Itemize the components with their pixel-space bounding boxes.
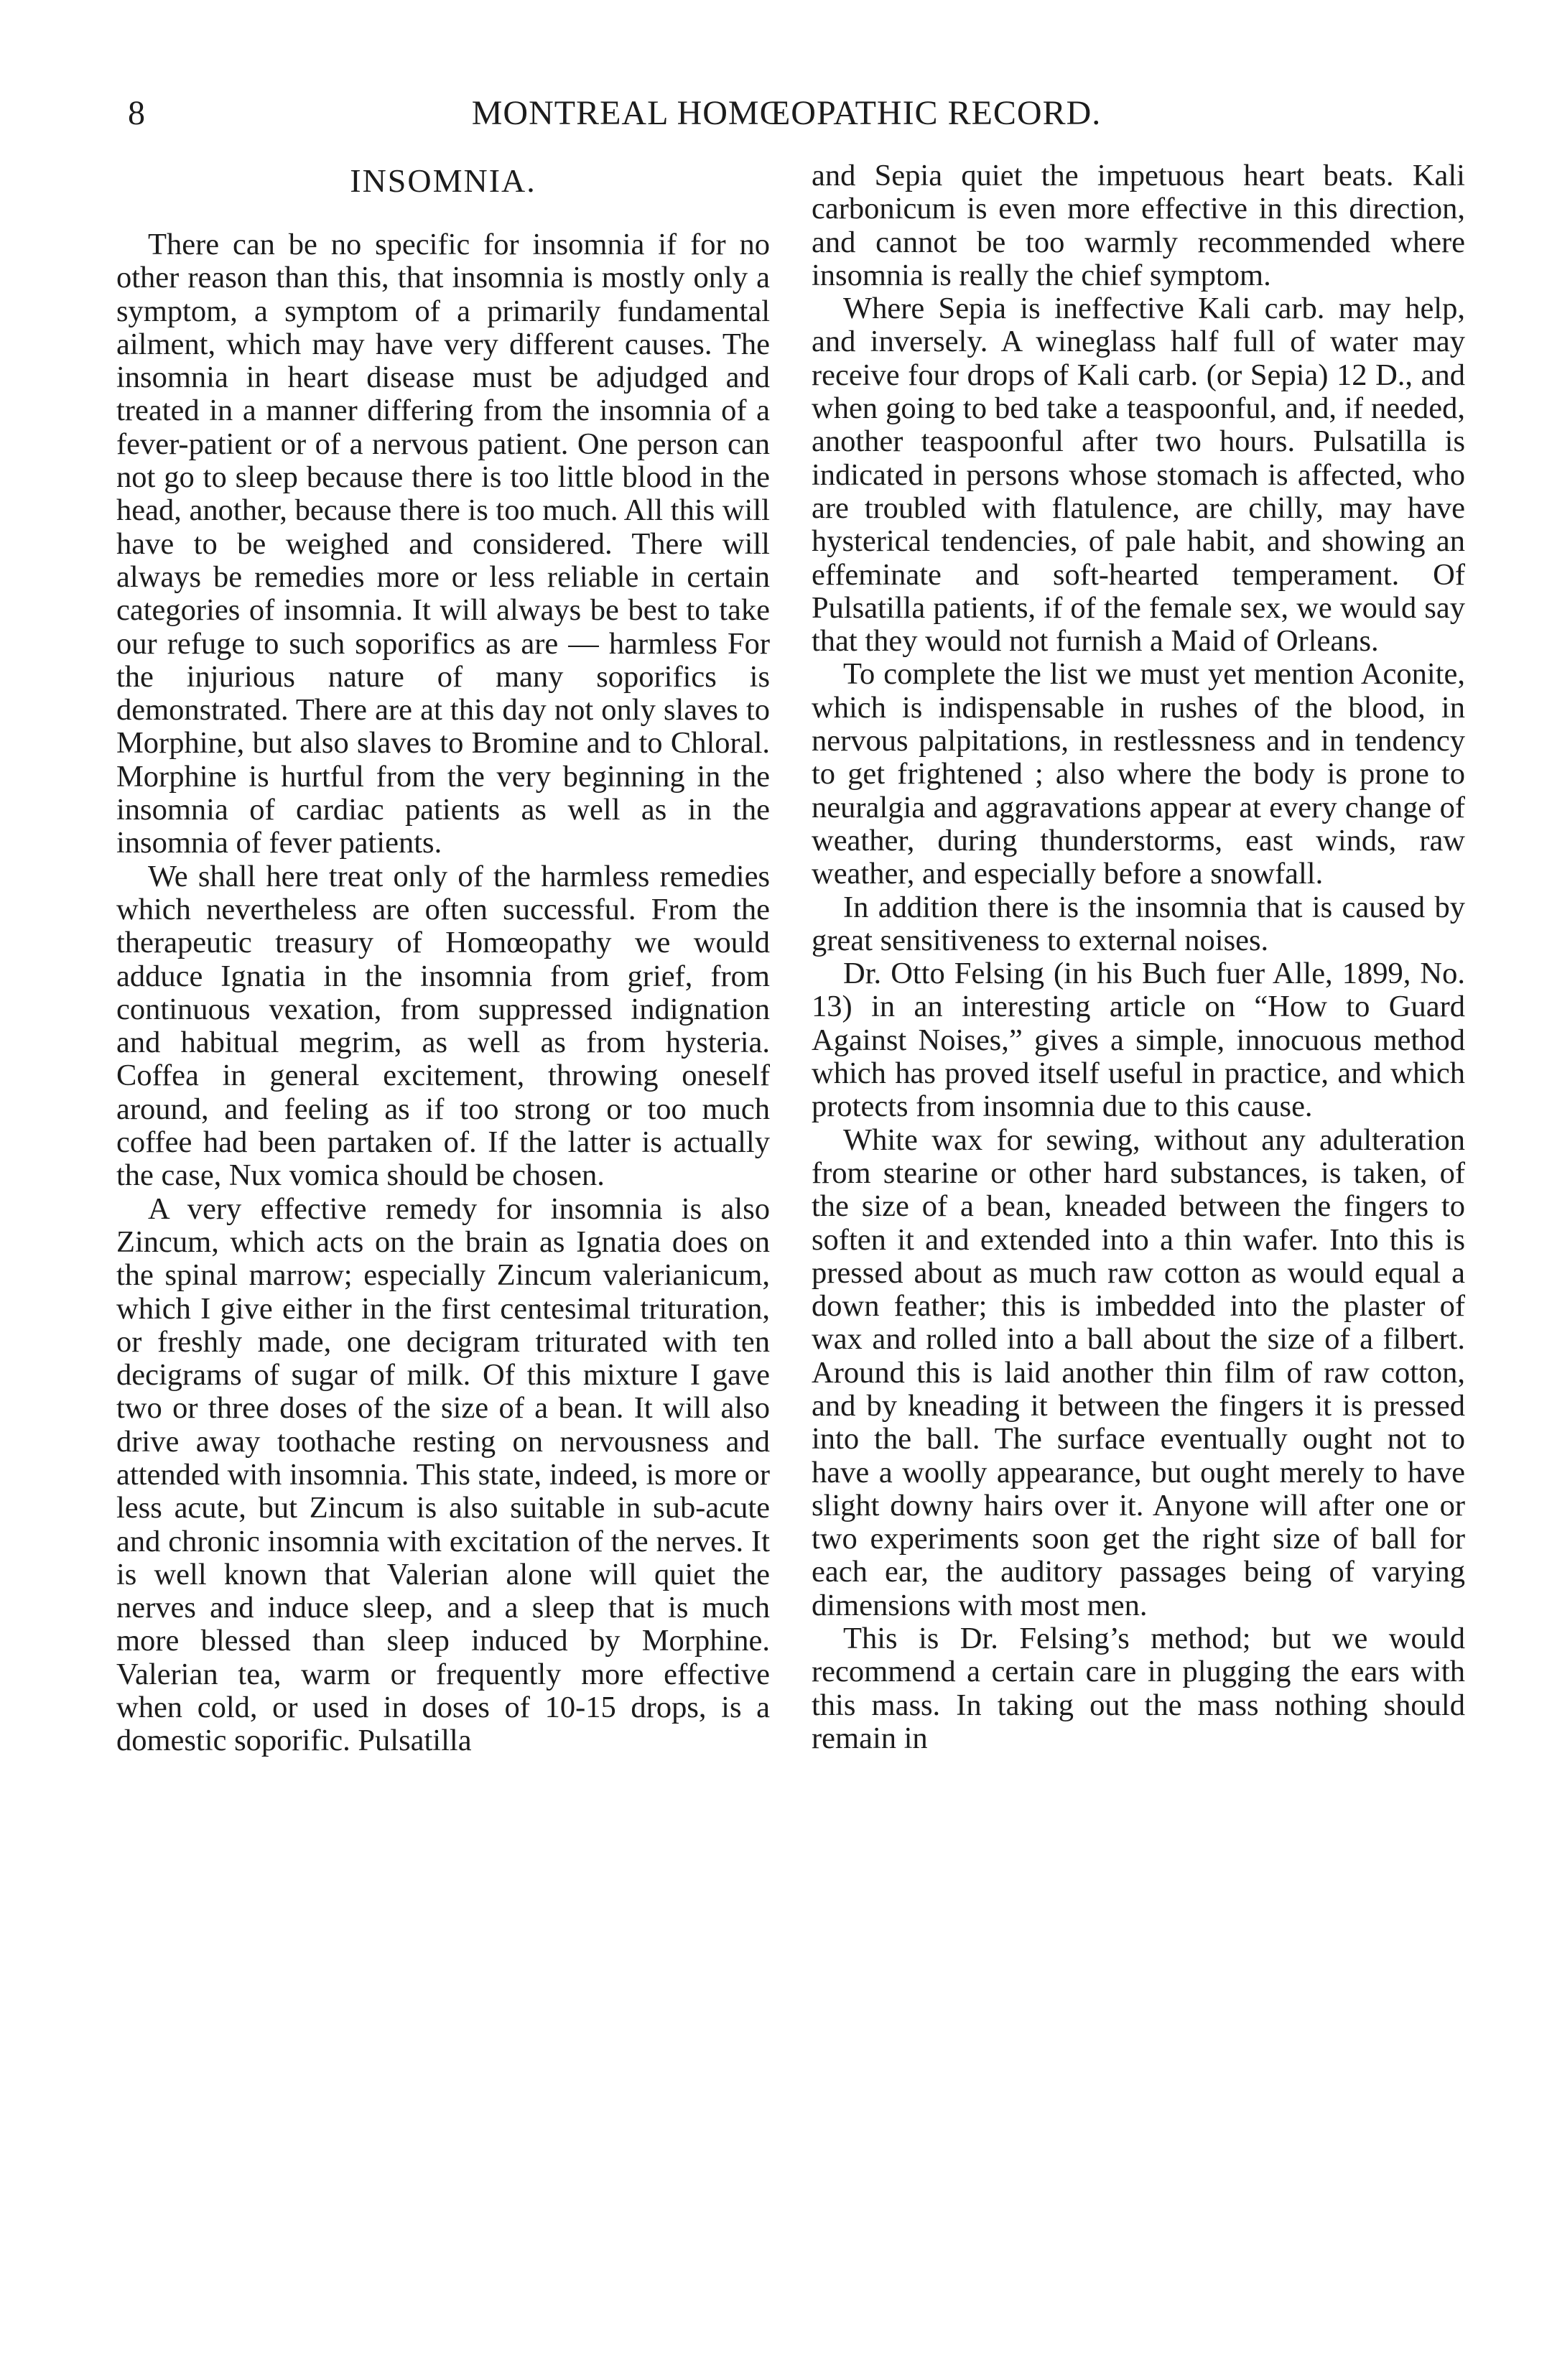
- paragraph: In addition there is the insomnia that is caused by great sensitiveness to external noises.: [812, 890, 1465, 957]
- paragraph: We shall here treat only of the harmless remedies which nevertheless are often successful. From the therapeutic treasury of Homœopathy we would adduce Ignatia in the insomnia from grief, from continuous vexation, from suppressed indignation and habitual megrim, as well as from hysteria. Coffea in general excitement, throwing oneself around, and feeling as if too strong or too much coffee had been partaken of. If the latter is actually the case, Nux vomica should be chosen.: [116, 859, 770, 1193]
- article-title: INSOMNIA.: [350, 162, 536, 199]
- paragraph: Where Sepia is ineffective Kali carb. may help, and inversely. A wineglass half full of water may receive four drops of Kali carb. (or Sepia) 12 D., and when going to bed take a teaspoonful, and, if needed, another teaspoonful after two hours. Pulsatilla is indicated in persons whose stomach is affected, who are troubled with flatulence, are chilly, may have hysterical tendencies, of pale habit, and showing an effeminate and soft-hearted temperament. Of Pulsatilla patients, if of the female sex, we would say that they would not furnish a Maid of Orleans.: [812, 292, 1465, 659]
- paragraph: To complete the list we must yet mention Aconite, which is indispensable in rushes of the blood, in nervous palpitations, in restlessness and in tendency to get frightened ; also where the body is prone to neuralgia and aggravations appear at every change of weather, during thunderstorms, east winds, raw weather, and especially before a snowfall.: [812, 657, 1465, 891]
- page-header: [115, 92, 1458, 144]
- paragraph-continuation: and Sepia quiet the impetuous heart beats. Kali carbonicum is even more effective in this direction, and cannot be too warmly recommended where insomnia is really the chief symptom.: [812, 159, 1465, 292]
- paragraph: A very effective remedy for insomnia is also Zincum, which acts on the brain as Ignatia does on the spinal marrow; especially Zincum valerianicum, which I give either in the first centesimal trituration, or freshly made, one decigram triturated with ten decigrams of sugar of milk. Of this mixture I gave two or three doses of the size of a bean. It will also drive away toothache resting on nervousness and attended with insomnia. This state, indeed, is more or less acute, but Zincum is also suitable in sub-acute and chronic insomnia with excitation of the nerves. It is well known that Valerian alone will quiet the nerves and induce sleep, and a sleep that is much more blessed than sleep induced by Morphine. Valerian tea, warm or frequently more effective when cold, or used in doses of 10-15 drops, is a domestic soporific. Pulsatilla: [116, 1191, 770, 1758]
- paragraph: This is Dr. Felsing’s method; but we would recommend a certain care in plugging the ears with this mass. In taking out the mass nothing should remain in: [812, 1622, 1465, 1755]
- page-number: 8: [128, 94, 145, 132]
- paragraph: There can be no specific for insomnia if for no other reason than this, that insomnia is mostly only a symptom, a symptom of a primarily fundamental ailment, which may have very different causes. The insomnia in heart disease must be adjudged and treated in a manner differing from the insomnia of a fever-patient or of a nervous patient. One person can not go to sleep because there is too little blood in the head, another, because there is too much. All this will have to be weighed and considered. There will always be remedies more or less reliable in certain categories of insomnia. It will always be best to take our refuge to such soporifics as are — harmless For the injurious nature of many soporifics is demonstrated. There are at this day not only slaves to Morphine, but also slaves to Bromine and to Chloral. Morphine is hurtful from the very beginning in the insomnia of cardiac patients as well as in the insomnia of fever patients.: [116, 228, 770, 860]
- running-head: MONTREAL HOMŒOPATHIC RECORD.: [471, 94, 1102, 132]
- right-column: [812, 159, 1465, 2335]
- paragraph: White wax for sewing, without any adulteration from stearine or other hard substances, is taken, of the size of a bean, kneaded between the fingers to soften it and extended into a thin wafer. Into this is pressed about as much raw cotton as would equal a down feather; this is imbedded into the plaster of wax and rolled into a ball about the size of a filbert. Around this is laid another thin film of raw cotton, and by kneading it between the fingers it is pressed into the ball. The surface eventually ought not to have a woolly appearance, but ought merely to have slight downy hairs over it. Anyone will after one or two experiments soon get the right size of ball for each ear, the auditory passages being of varying dimensions with most men.: [812, 1122, 1465, 1622]
- paragraph: Dr. Otto Felsing (in his Buch fuer Alle, 1899, No. 13) in an interesting article on “How to Guard Against Noises,” gives a simple, innocuous method which has proved itself useful in practice, and which protects from insomnia due to this cause.: [812, 957, 1465, 1124]
- left-column: [116, 158, 770, 2334]
